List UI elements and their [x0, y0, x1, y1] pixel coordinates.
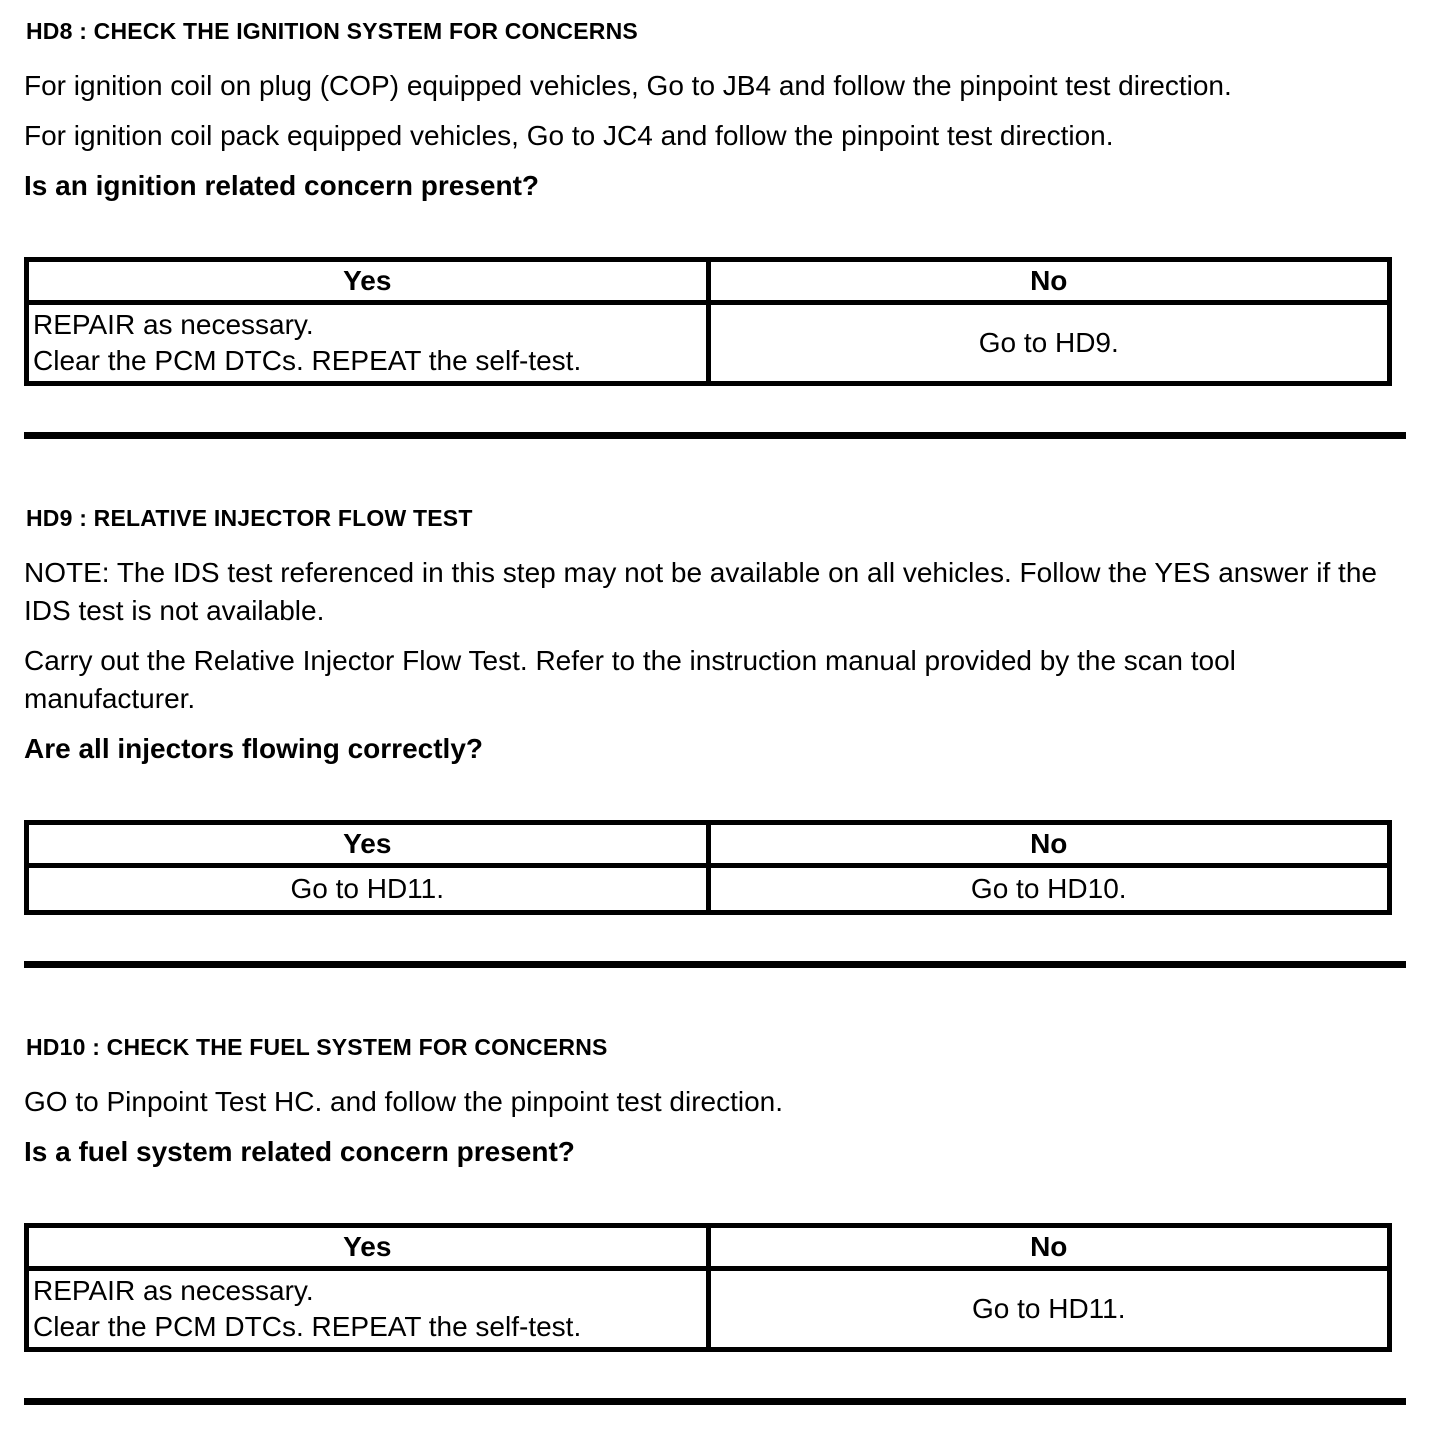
- no-answer-cell: Go to HD11.: [708, 1269, 1390, 1350]
- yes-answer-line: REPAIR as necessary.: [33, 1275, 314, 1306]
- section-hd8-heading: HD8 : CHECK THE IGNITION SYSTEM FOR CONCERNS: [26, 18, 638, 44]
- section-hd9: [24, 507, 1440, 968]
- section-hd9-heading: HD9 : RELATIVE INJECTOR FLOW TEST: [26, 505, 473, 531]
- no-column-header: No: [708, 1226, 1390, 1269]
- section-hd9-note-paragraph: NOTE: The IDS test referenced in this step may not be available on all vehicles. Follow the YES answer if the IDS test is not available.: [24, 557, 1377, 626]
- hd8-yes-no-table: [24, 257, 1392, 386]
- table-header-row: [27, 260, 1390, 303]
- section-hd10-paragraph-1: GO to Pinpoint Test HC. and follow the pinpoint test direction.: [24, 1086, 784, 1117]
- yes-answer-line: Clear the PCM DTCs. REPEAT the self-test.: [33, 345, 582, 376]
- section-divider: [24, 432, 1406, 439]
- yes-answer-cell: Go to HD11.: [27, 866, 709, 913]
- section-hd9-question: Are all injectors flowing correctly?: [24, 733, 484, 764]
- yes-answer-line: Clear the PCM DTCs. REPEAT the self-test.: [33, 1311, 582, 1342]
- table-header-row: [27, 823, 1390, 866]
- section-hd10-question: Is a fuel system related concern present?: [24, 1136, 575, 1167]
- section-divider: [24, 1398, 1406, 1405]
- table-answer-row: [27, 866, 1390, 913]
- table-answer-row: [27, 1269, 1390, 1350]
- hd9-yes-no-table: [24, 820, 1392, 915]
- yes-column-header: Yes: [27, 260, 709, 303]
- yes-answer-cell: [27, 1269, 709, 1350]
- no-answer-cell: Go to HD9.: [708, 303, 1390, 384]
- section-hd8-paragraph-2: For ignition coil pack equipped vehicles, Go to JC4 and follow the pinpoint test direction.: [24, 120, 1114, 151]
- table-header-row: [27, 1226, 1390, 1269]
- yes-column-header: Yes: [27, 823, 709, 866]
- no-answer-cell: Go to HD10.: [708, 866, 1390, 913]
- yes-answer-cell: [27, 303, 709, 384]
- yes-column-header: Yes: [27, 1226, 709, 1269]
- section-hd8-paragraph-1: For ignition coil on plug (COP) equipped vehicles, Go to JB4 and follow the pinpoint test direction.: [24, 70, 1232, 101]
- section-divider: [24, 961, 1406, 968]
- section-hd9-paragraph-2: Carry out the Relative Injector Flow Test. Refer to the instruction manual provided by the scan tool manufacturer.: [24, 645, 1236, 714]
- hd10-yes-no-table: [24, 1223, 1392, 1352]
- section-hd10-heading: HD10 : CHECK THE FUEL SYSTEM FOR CONCERNS: [26, 1034, 608, 1060]
- table-answer-row: [27, 303, 1390, 384]
- yes-answer-line: REPAIR as necessary.: [33, 309, 314, 340]
- section-hd8: [24, 20, 1440, 439]
- section-hd10: [24, 1036, 1440, 1405]
- section-hd8-question: Is an ignition related concern present?: [24, 170, 539, 201]
- no-column-header: No: [708, 823, 1390, 866]
- no-column-header: No: [708, 260, 1390, 303]
